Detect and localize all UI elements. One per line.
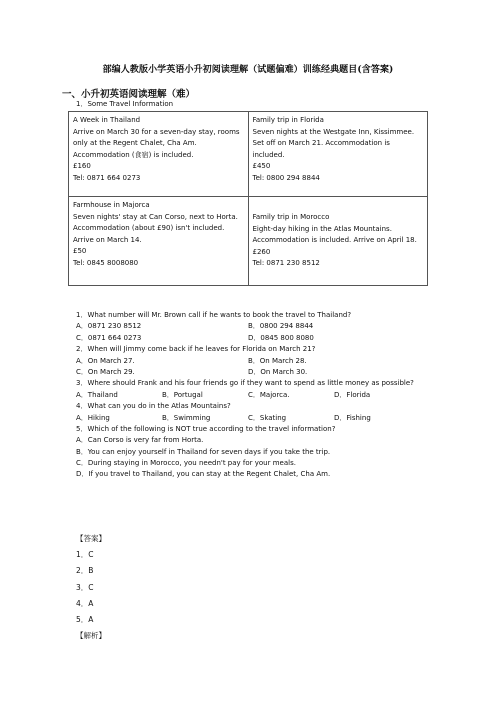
analysis-heading: 【解析】 xyxy=(76,631,106,641)
option-b: B．Portugal xyxy=(162,390,203,399)
option-c: C．On March 29. xyxy=(76,367,135,376)
option-d: D．On March 30. xyxy=(248,367,308,376)
answer-item: 2．B xyxy=(76,566,94,576)
answer-section xyxy=(76,531,106,644)
option-row xyxy=(76,333,436,344)
option-row xyxy=(76,321,436,332)
option-b: B．0800 294 8844 xyxy=(248,322,314,331)
question-number: 1． xyxy=(76,100,88,108)
document-title: 部编人教版小学英语小升初阅读理解（试题偏难）训练经典题目(含答案) xyxy=(102,65,394,75)
option-a: A．Can Corso is very far from Horta. xyxy=(76,436,204,445)
section-heading: 一、小升初英语阅读理解（难） xyxy=(62,89,196,100)
passage-title: Some Travel Information xyxy=(87,100,174,108)
option-c: C．During staying in Morocco, you needn't pay for your meals. xyxy=(76,459,296,468)
option-row xyxy=(76,356,436,367)
option-a: A．0871 230 8512 xyxy=(76,322,142,331)
table-cell-thailand: A Week in Thailand Arrive on March 30 for a seven-day stay, rooms only at the Regent Chalet, Cha Am. Accommodation (食宿) is included. £160 Tel: 0871 664 0273 xyxy=(69,112,249,197)
answer-item: 3．C xyxy=(76,582,94,592)
option-c: C．Skating xyxy=(248,413,287,422)
option-a: A．On March 27. xyxy=(76,356,135,365)
answer-item: 4．A xyxy=(76,598,94,608)
option-b: B．You can enjoy yourself in Thailand for seven days if you take the trip. xyxy=(76,447,331,456)
option-row xyxy=(76,367,436,378)
table-cell-florida: Family trip in Florida Seven nights at the Westgate Inn, Kissimmee. Set off on March 21. Accommodation is included. £450 Tel: 0800 294 8844 xyxy=(248,112,428,197)
answer-heading: 【答案】 xyxy=(76,534,106,543)
table-cell-morocco: Family trip in Morocco Eight-day hiking in the Atlas Mountains. Accommodation is included. Arrive on April 18. £260 Tel: 0871 230 8512 xyxy=(248,197,428,286)
option-d: D．Florida xyxy=(334,390,371,399)
option-c: C．0871 664 0273 xyxy=(76,333,142,342)
option-d: D．If you travel to Thailand, you can stay at the Regent Chalet, Cha Am. xyxy=(76,470,331,479)
option-d: D．0845 800 8080 xyxy=(248,333,314,342)
question-stem: 2．When will Jimmy come back if he leaves for Florida on March 21? xyxy=(76,345,316,354)
question-stem: 3．Where should Frank and his four friends go if they want to spend as little money as possible? xyxy=(76,379,414,388)
question-stem: 1．What number will Mr. Brown call if he wants to book the travel to Thailand? xyxy=(76,311,352,319)
passage-heading xyxy=(76,99,173,109)
option-c: C．Majorca. xyxy=(248,390,290,399)
option-a: A．Thailand xyxy=(76,390,118,399)
option-b: B．Swimming xyxy=(162,413,211,422)
option-d: D．Fishing xyxy=(334,413,371,422)
answer-item: 5．A xyxy=(76,614,94,624)
travel-info-table xyxy=(68,111,428,286)
question-stem: 5．Which of the following is NOT true according to the travel information? xyxy=(76,424,336,433)
table-cell-majorca: Farmhouse in Majorca Seven nights' stay at Can Corso, next to Horta. Accommodation (about £90) isn't included. Arrive on March 14. £50 Tel: 0845 8008080 xyxy=(69,197,249,286)
table-row xyxy=(69,197,428,286)
option-row xyxy=(76,413,436,424)
answer-item: 1．C xyxy=(76,550,94,560)
table-row xyxy=(69,112,428,197)
option-row xyxy=(76,390,436,401)
option-a: A．Hiking xyxy=(76,413,110,422)
question-stem: 4．What can you do in the Atlas Mountains? xyxy=(76,402,231,411)
option-b: B．On March 28. xyxy=(248,356,307,365)
question-list xyxy=(76,310,436,481)
